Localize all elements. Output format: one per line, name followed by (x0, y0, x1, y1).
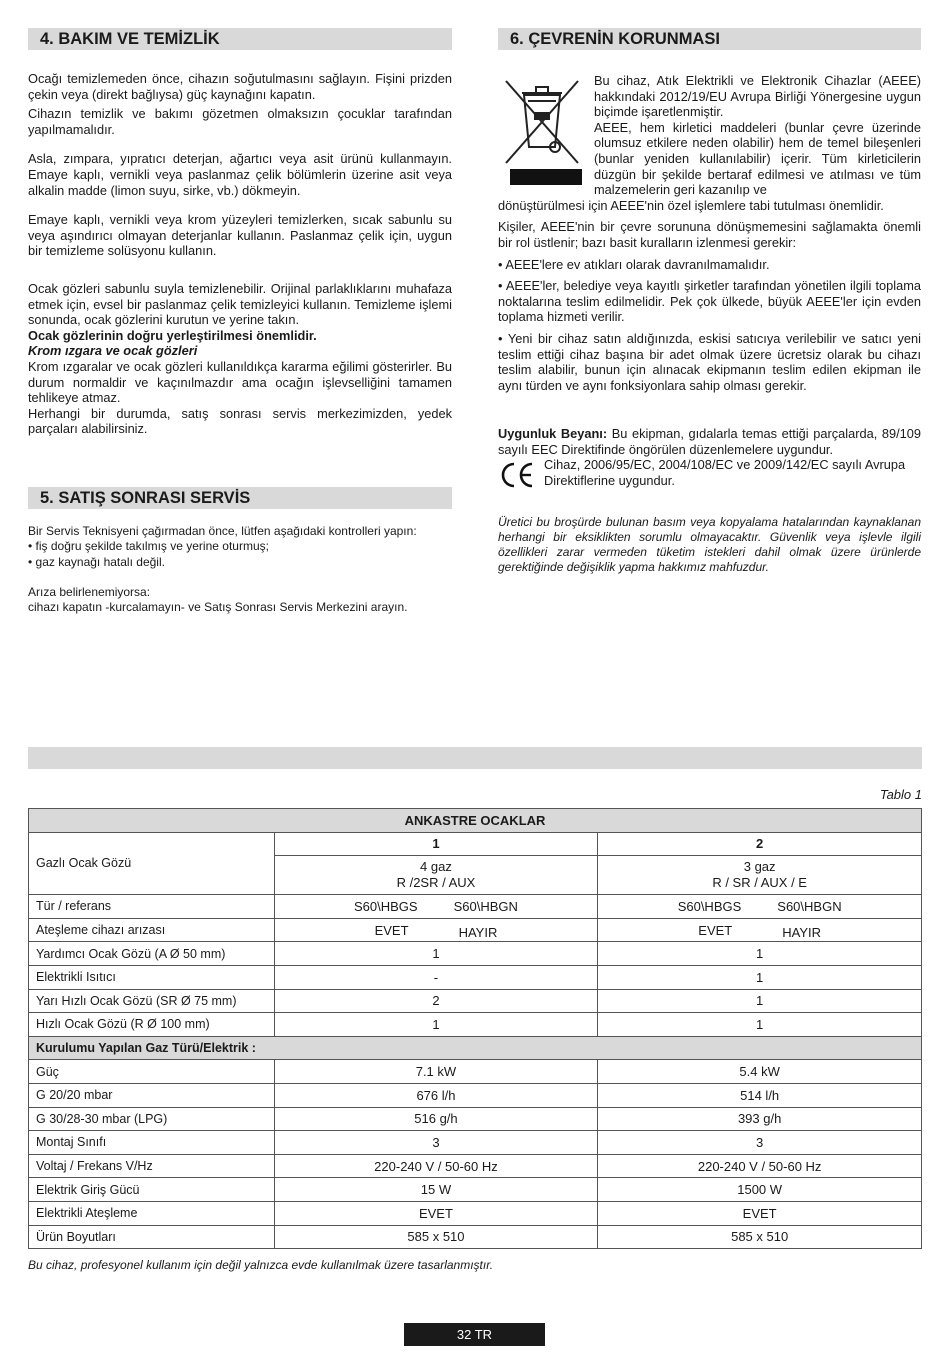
table-row (29, 832, 922, 856)
table-row (29, 895, 922, 919)
service-intro: Bir Servis Teknisyeni çağırmadan önce, lütfen aşağıdaki kontrolleri yapın: (28, 523, 417, 538)
table-cell: 3 (598, 1131, 922, 1155)
conformity-label: Uygunluk Beyanı: (498, 426, 608, 442)
row-label: Ürün Boyutları (29, 1225, 275, 1249)
ce-mark-icon (498, 461, 536, 489)
table-caption: Tablo 1 (879, 787, 922, 802)
table-cell (598, 918, 922, 942)
table-row (29, 965, 922, 989)
row-label: Güç (29, 1060, 275, 1084)
cell-value: S60\HBGN (777, 898, 842, 914)
table-cell: 585 x 510 (274, 1225, 598, 1249)
section-band (28, 747, 922, 769)
row-label: Voltaj / Frekans V/Hz (29, 1154, 275, 1178)
table-cell: 514 l/h (598, 1083, 922, 1107)
table-cell: EVET (274, 1201, 598, 1225)
service-block (28, 509, 452, 616)
table-cell: 220-240 V / 50-60 Hz (274, 1154, 598, 1178)
cell-value: EVET (698, 922, 733, 938)
table-row (29, 1225, 922, 1249)
table-row (29, 1154, 922, 1178)
conformity-declaration (498, 426, 921, 457)
service-action: cihazı kapatın -kurcalamayın- ve Satış Sonrası Servis Merkezini arayın. (28, 600, 408, 615)
bullet-item: • AEEE'ler, belediye veya kayıtlı şirketler tarafından yönetilen ilgili toplama noktalarına teslim edilmelidir. Pek çok ülkede, büyük AEEE'ler için evden toplama hizmeti verilir. (498, 278, 921, 325)
cell-value: HAYIR (782, 924, 822, 940)
crossed-bin-icon (502, 75, 582, 187)
cell-line: R / SR / AUX / E (712, 875, 807, 891)
table-row (29, 918, 922, 942)
table-cell (598, 856, 922, 895)
table-cell: 220-240 V / 50-60 Hz (598, 1154, 922, 1178)
table-cell: 1 (274, 1013, 598, 1037)
row-label: Elektrikli Ateşleme (29, 1201, 275, 1225)
row-label: Tür / referans (29, 895, 275, 919)
table-title: ANKASTRE OCAKLAR (29, 809, 922, 833)
table-row (29, 1013, 922, 1037)
table-cell: 1 (598, 1013, 922, 1037)
row-label: Hızlı Ocak Gözü (R Ø 100 mm) (29, 1013, 275, 1037)
section-5-heading: 5. SATIŞ SONRASI SERVİS (28, 487, 452, 509)
table-row (29, 1178, 922, 1202)
table-cell: EVET (598, 1201, 922, 1225)
table-cell: 1 (598, 989, 922, 1013)
cell-value: S60\HBGS (677, 898, 742, 914)
ce-row (498, 457, 921, 489)
section-4-heading: 4. BAKIM VE TEMİZLİK (28, 28, 452, 50)
weee-paragraph: dönüştürülmesi için AEEE'nin özel işlemlere tabi tutulması önemlidir. (498, 197, 884, 213)
row-label: Elektrik Giriş Gücü (29, 1178, 275, 1202)
table-cell: 393 g/h (598, 1107, 922, 1131)
paragraph: Herhangi bir durumda, satış sonrası servis merkezimizden, yedek parçaları alabilirsiniz. (28, 405, 452, 437)
ce-text: Cihaz, 2006/95/EC, 2004/108/EC ve 2009/142/EC sayılı Avrupa Direktiflerine uygundur. (544, 457, 906, 489)
table-title-row (29, 809, 922, 833)
paragraph: Emaye kaplı, vernikli veya krom yüzeyleri temizlerken, sıcak sabunlu su veya aşındırıcı olmayan deterjanlar kullanın. Paslanmaz çelik için, uygun bir temizleme solüsyonu kullanın. (28, 212, 452, 259)
table-row (29, 1107, 922, 1131)
table-cell (274, 856, 598, 895)
cell-line: 4 gaz (420, 859, 452, 875)
table-row (29, 1083, 922, 1107)
table-cell: 1 (598, 965, 922, 989)
table-cell: 676 l/h (274, 1083, 598, 1107)
cell-value: S60\HBGN (453, 898, 518, 914)
column-header: 1 (274, 832, 598, 856)
table-cell: 1 (274, 942, 598, 966)
table-cell: 15 W (274, 1178, 598, 1202)
row-label: Gazlı Ocak Gözü (29, 832, 275, 895)
row-label: G 30/28-30 mbar (LPG) (29, 1107, 275, 1131)
table-cell: 585 x 510 (598, 1225, 922, 1249)
table-cell: 7.1 kW (274, 1060, 598, 1084)
table-row (29, 1060, 922, 1084)
cell-value: S60\HBGS (354, 898, 418, 914)
cell-value: EVET (374, 922, 409, 938)
paragraph: Cihazın temizlik ve bakımı gözetmen olmaksızın çocuklar tarafından yapılmamalıdır. (28, 106, 452, 137)
spec-table (28, 808, 922, 1249)
table-cell: 2 (274, 989, 598, 1013)
table-row (29, 1131, 922, 1155)
table-cell: 1 (598, 942, 922, 966)
row-label: Montaj Sınıfı (29, 1131, 275, 1155)
table-cell (274, 918, 598, 942)
bullet-item: • Yeni bir cihaz satın aldığınızda, eskisi satıcıya verilebilir ve satıcı yeni teslim ettiği cihaz başına bir adet olmak üzere ücretsiz olarak bu cihazı teslim alabilir, bunun için alınacak ekipmanın teslim edilen ekipman ile aynı türden ve aynı fonksiyonlara sahip olması gerekir. (498, 330, 921, 393)
bold-note: Ocak gözlerinin doğru yerleştirilmesi önemlidir. (28, 327, 317, 343)
table-cell: 3 (274, 1131, 598, 1155)
table-row (29, 942, 922, 966)
table-cell (274, 895, 598, 919)
paragraph: Kişiler, AEEE'nin bir çevre sorununa dönüşmemesini sağlamakta önemli bir rol üstlenir; bazı basit kuralların izlenmesi gerekir: (498, 219, 921, 250)
page-number: 32 TR (404, 1323, 545, 1346)
table-subheader: Kurulumu Yapılan Gaz Türü/Elektrik : (29, 1036, 922, 1060)
table-cell: 5.4 kW (598, 1060, 922, 1084)
check-item: • gaz kaynağı hatalı değil. (28, 555, 165, 570)
check-item: • fiş doğru şekilde takılmış ve yerine oturmuş; (28, 539, 269, 554)
table-cell: 1500 W (598, 1178, 922, 1202)
row-label: Elektrikli Isıtıcı (29, 965, 275, 989)
conformity-text: Bu ekipman, gıdalarla temas ettiği parçalarda, 89/109 sayılı EEC Direktifinde öngörülen düzenlemelere uygundur. (498, 426, 921, 457)
weee-paragraph: Bu cihaz, Atık Elektrikli ve Elektronik Cihazlar (AEEE) hakkındaki 2012/19/EU Avrupa Birliği Yönergesine uygun biçimde işaretlenmiştir. (594, 73, 921, 120)
row-label: Ateşleme cihazı arızası (29, 918, 275, 942)
row-label: Yardımcı Ocak Gözü (A Ø 50 mm) (29, 942, 275, 966)
cell-value: HAYIR (458, 924, 498, 940)
section-6-heading: 6. ÇEVRENİN KORUNMASI (498, 28, 921, 50)
column-header: 2 (598, 832, 922, 856)
weee-paragraph: AEEE, hem kirletici maddeleri (bunlar çevre üzerinde olumsuz etkilere neden olabilir) hem de temel bileşenleri (bunlar yeniden kullanılabilir) içerir. Tüm kirleticilerin düzgün bir şekilde bertaraf edilmesi ve atılması ve tüm malzemelerin geri kazanılıp ve (594, 119, 921, 198)
table-cell: - (274, 965, 598, 989)
paragraph: Ocak gözleri sabunlu suyla temizlenebilir. Orijinal parlaklıklarını muhafaza etmek için, evsel bir paslanmaz çelik temizleyici kullanın. Temizleme işlemi sonunda, ocak gözlerini kurutun ve yerine takın. (28, 280, 452, 328)
table-subheader-row (29, 1036, 922, 1060)
paragraph: Krom ızgaralar ve ocak gözleri kullanıldıkça kararma eğilimi gösterirler. Bu durum normaldir ve kaçınılmazdır ama ocağın işlevselliğini tamamen tehlikeye atmaz. (28, 358, 452, 406)
subheading: Krom ızgara ve ocak gözleri (28, 343, 198, 359)
cell-line: R /2SR / AUX (396, 875, 476, 891)
paragraph: Asla, zımpara, yıpratıcı deterjan, ağartıcı veya asit ürünü kullanmayın. Emaye kaplı, vernikli veya paslanmaz çelik bölümlerin üzerine asit veya alkalin madde (limon suyu, sirke, vb.) dökmeyin. (28, 151, 452, 198)
weee-block (498, 73, 921, 198)
row-label: G 20/20 mbar (29, 1083, 275, 1107)
table-row (29, 989, 922, 1013)
row-label: Yarı Hızlı Ocak Gözü (SR Ø 75 mm) (29, 989, 275, 1013)
disclaimer: Üretici bu broşürde bulunan basım veya kopyalama hatalarından kaynaklanan herhangi bir eksiklikten sorumlu olmayacaktır. Güvenlik veya işlevle ilgili özellikleri zarar vermeden tüketim istekleri dahil olmak üzere ürünlerde gerektiğinde değişiklik yapma hakkımız mahfuzdur. (498, 515, 921, 574)
table-cell (598, 895, 922, 919)
table-cell: 516 g/h (274, 1107, 598, 1131)
table-footnote: Bu cihaz, profesyonel kullanım için değil yalnızca evde kullanılmak üzere tasarlanmıştır. (28, 1258, 494, 1272)
table-row (29, 1201, 922, 1225)
cell-line: 3 gaz (743, 859, 776, 875)
paragraph: Ocağı temizlemeden önce, cihazın soğutulmasını sağlayın. Fişini prizden çekin veya (direkt bağlıysa) güç kaynağını kapatın. (28, 71, 452, 102)
bullet-item: • AEEE'lere ev atıkları olarak davranılmamalıdır. (498, 256, 770, 272)
service-unresolved: Arıza belirlenemiyorsa: (28, 584, 151, 599)
left-column (28, 28, 452, 616)
right-column (498, 28, 921, 575)
